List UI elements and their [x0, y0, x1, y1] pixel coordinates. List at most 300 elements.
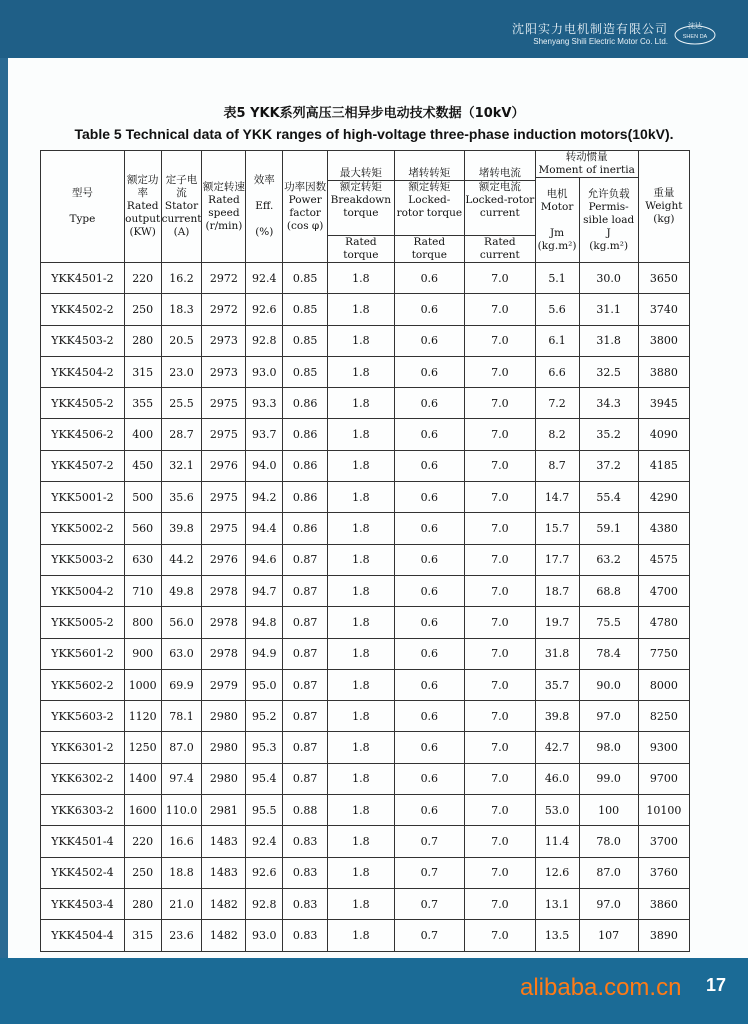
value-cell: 0.6 [394, 669, 465, 700]
value-cell: 0.7 [394, 826, 465, 857]
model-cell: YKK6303-2 [41, 795, 125, 826]
logo-chars: 沈达 [688, 22, 702, 30]
value-cell: 0.85 [283, 263, 328, 294]
table-row [41, 638, 690, 669]
value-cell: 4700 [638, 575, 689, 606]
model-cell: YKK4503-2 [41, 325, 125, 356]
value-cell: 0.85 [283, 356, 328, 387]
value-cell: 107 [579, 920, 638, 951]
value-cell: 2981 [202, 795, 246, 826]
value-cell: 75.5 [579, 607, 638, 638]
value-cell: 63.0 [161, 638, 202, 669]
value-cell: 0.6 [394, 795, 465, 826]
value-cell: 0.6 [394, 763, 465, 794]
header-efficiency: 效率 Eff. (%) [246, 151, 283, 263]
value-cell: 93.7 [246, 419, 283, 450]
table-body [41, 263, 690, 952]
value-cell: 500 [124, 482, 161, 513]
company-name-en: Shenyang Shili Electric Motor Co. Ltd. [533, 37, 668, 46]
model-cell: YKK5001-2 [41, 482, 125, 513]
value-cell: 93.0 [246, 920, 283, 951]
value-cell: 94.0 [246, 450, 283, 481]
value-cell: 56.0 [161, 607, 202, 638]
table-row [41, 669, 690, 700]
value-cell: 1250 [124, 732, 161, 763]
model-cell: YKK4506-2 [41, 419, 125, 450]
value-cell: 42.7 [535, 732, 579, 763]
value-cell: 3760 [638, 857, 689, 888]
value-cell: 1400 [124, 763, 161, 794]
value-cell: 13.1 [535, 888, 579, 919]
value-cell: 7.0 [465, 325, 536, 356]
value-cell: 4575 [638, 544, 689, 575]
value-cell: 35.2 [579, 419, 638, 450]
value-cell: 2976 [202, 450, 246, 481]
model-cell: YKK5602-2 [41, 669, 125, 700]
value-cell: 68.8 [579, 575, 638, 606]
value-cell: 2978 [202, 575, 246, 606]
value-cell: 0.6 [394, 638, 465, 669]
value-cell: 13.5 [535, 920, 579, 951]
value-cell: 92.6 [246, 857, 283, 888]
value-cell: 0.6 [394, 732, 465, 763]
value-cell: 5.6 [535, 294, 579, 325]
value-cell: 280 [124, 888, 161, 919]
value-cell: 34.3 [579, 388, 638, 419]
value-cell: 0.6 [394, 701, 465, 732]
value-cell: 315 [124, 920, 161, 951]
value-cell: 99.0 [579, 763, 638, 794]
value-cell: 0.85 [283, 325, 328, 356]
value-cell: 15.7 [535, 513, 579, 544]
value-cell: 100 [579, 795, 638, 826]
value-cell: 78.1 [161, 701, 202, 732]
value-cell: 1600 [124, 795, 161, 826]
value-cell: 0.85 [283, 294, 328, 325]
value-cell: 1120 [124, 701, 161, 732]
value-cell: 1.8 [328, 888, 394, 919]
value-cell: 1.8 [328, 575, 394, 606]
value-cell: 560 [124, 513, 161, 544]
value-cell: 63.2 [579, 544, 638, 575]
value-cell: 1483 [202, 826, 246, 857]
value-cell: 0.83 [283, 857, 328, 888]
value-cell: 6.6 [535, 356, 579, 387]
model-cell: YKK4501-4 [41, 826, 125, 857]
value-cell: 19.7 [535, 607, 579, 638]
value-cell: 2972 [202, 294, 246, 325]
model-cell: YKK4507-2 [41, 450, 125, 481]
value-cell: 32.1 [161, 450, 202, 481]
table-row [41, 356, 690, 387]
value-cell: 900 [124, 638, 161, 669]
value-cell: 97.4 [161, 763, 202, 794]
value-cell: 2975 [202, 482, 246, 513]
value-cell: 4185 [638, 450, 689, 481]
value-cell: 2980 [202, 763, 246, 794]
value-cell: 98.0 [579, 732, 638, 763]
value-cell: 0.87 [283, 544, 328, 575]
value-cell: 14.7 [535, 482, 579, 513]
value-cell: 0.6 [394, 575, 465, 606]
value-cell: 0.87 [283, 732, 328, 763]
value-cell: 0.6 [394, 388, 465, 419]
table-row [41, 325, 690, 356]
value-cell: 355 [124, 388, 161, 419]
value-cell: 7.2 [535, 388, 579, 419]
value-cell: 20.5 [161, 325, 202, 356]
value-cell: 69.9 [161, 669, 202, 700]
value-cell: 0.6 [394, 450, 465, 481]
value-cell: 0.6 [394, 263, 465, 294]
value-cell: 3650 [638, 263, 689, 294]
value-cell: 7.0 [465, 575, 536, 606]
model-cell: YKK6302-2 [41, 763, 125, 794]
value-cell: 1.8 [328, 732, 394, 763]
value-cell: 7750 [638, 638, 689, 669]
header-weight: 重量 Weight (kg) [638, 151, 689, 263]
value-cell: 23.6 [161, 920, 202, 951]
value-cell: 1.8 [328, 795, 394, 826]
value-cell: 87.0 [161, 732, 202, 763]
value-cell: 9300 [638, 732, 689, 763]
value-cell: 220 [124, 263, 161, 294]
model-cell: YKK4504-2 [41, 356, 125, 387]
value-cell: 0.6 [394, 356, 465, 387]
value-cell: 0.86 [283, 513, 328, 544]
value-cell: 1.8 [328, 356, 394, 387]
value-cell: 7.0 [465, 356, 536, 387]
table-row [41, 544, 690, 575]
value-cell: 0.6 [394, 325, 465, 356]
value-cell: 7.0 [465, 294, 536, 325]
value-cell: 800 [124, 607, 161, 638]
value-cell: 1482 [202, 888, 246, 919]
value-cell: 7.0 [465, 888, 536, 919]
value-cell: 315 [124, 356, 161, 387]
value-cell: 0.7 [394, 857, 465, 888]
value-cell: 7.0 [465, 263, 536, 294]
model-cell: YKK4502-4 [41, 857, 125, 888]
value-cell: 8000 [638, 669, 689, 700]
value-cell: 7.0 [465, 732, 536, 763]
header-motor-jm: 电机 Motor Jm (kg.m²) [535, 178, 579, 263]
value-cell: 2975 [202, 419, 246, 450]
header-power-factor: 功率因数 Power factor (cos φ) [283, 151, 328, 263]
value-cell: 0.87 [283, 701, 328, 732]
table-row [41, 607, 690, 638]
value-cell: 3880 [638, 356, 689, 387]
model-cell: YKK6301-2 [41, 732, 125, 763]
value-cell: 39.8 [535, 701, 579, 732]
table-row [41, 857, 690, 888]
table-title-en: Table 5 Technical data of YKK ranges of high-voltage three-phase induction motors(10kV). [74, 126, 674, 142]
watermark-text: alibaba.com.cn [520, 974, 682, 1001]
table-row [41, 294, 690, 325]
table-row [41, 763, 690, 794]
value-cell: 1.8 [328, 826, 394, 857]
value-cell: 94.8 [246, 607, 283, 638]
table-row [41, 450, 690, 481]
value-cell: 1.8 [328, 638, 394, 669]
value-cell: 16.6 [161, 826, 202, 857]
value-cell: 0.7 [394, 888, 465, 919]
value-cell: 10100 [638, 795, 689, 826]
value-cell: 250 [124, 857, 161, 888]
value-cell: 1.8 [328, 294, 394, 325]
page-number: 17 [706, 975, 727, 995]
value-cell: 7.0 [465, 607, 536, 638]
value-cell: 94.7 [246, 575, 283, 606]
value-cell: 4290 [638, 482, 689, 513]
value-cell: 7.0 [465, 826, 536, 857]
value-cell: 53.0 [535, 795, 579, 826]
value-cell: 11.4 [535, 826, 579, 857]
value-cell: 2980 [202, 701, 246, 732]
value-cell: 3890 [638, 920, 689, 951]
value-cell: 7.0 [465, 669, 536, 700]
value-cell: 2975 [202, 388, 246, 419]
model-cell: YKK5003-2 [41, 544, 125, 575]
value-cell: 0.87 [283, 607, 328, 638]
value-cell: 0.6 [394, 419, 465, 450]
value-cell: 0.6 [394, 513, 465, 544]
value-cell: 280 [124, 325, 161, 356]
value-cell: 1.8 [328, 669, 394, 700]
value-cell: 2972 [202, 263, 246, 294]
value-cell: 1.8 [328, 450, 394, 481]
model-cell: YKK4505-2 [41, 388, 125, 419]
header-type: 型号 Type [41, 151, 125, 263]
model-cell: YKK5002-2 [41, 513, 125, 544]
value-cell: 3860 [638, 888, 689, 919]
header-permissible-load-j: 允许负载 Permis- sible load J (kg.m²) [579, 178, 638, 263]
value-cell: 4090 [638, 419, 689, 450]
value-cell: 0.83 [283, 920, 328, 951]
model-cell: YKK5603-2 [41, 701, 125, 732]
value-cell: 30.0 [579, 263, 638, 294]
value-cell: 92.8 [246, 888, 283, 919]
technical-data-table [40, 150, 690, 952]
value-cell: 3945 [638, 388, 689, 419]
value-cell: 5.1 [535, 263, 579, 294]
model-cell: YKK4503-4 [41, 888, 125, 919]
value-cell: 87.0 [579, 857, 638, 888]
header-locked-rotor-torque: 堵转转矩 额定转矩 Locked- rotor torque [394, 151, 465, 236]
value-cell: 2975 [202, 513, 246, 544]
value-cell: 31.8 [579, 325, 638, 356]
value-cell: 78.4 [579, 638, 638, 669]
model-cell: YKK4502-2 [41, 294, 125, 325]
value-cell: 7.0 [465, 701, 536, 732]
value-cell: 92.4 [246, 826, 283, 857]
value-cell: 1.8 [328, 325, 394, 356]
value-cell: 2979 [202, 669, 246, 700]
value-cell: 94.4 [246, 513, 283, 544]
header-moment-of-inertia: 转动惯量 Moment of inertia [535, 151, 638, 178]
value-cell: 0.86 [283, 450, 328, 481]
value-cell: 4780 [638, 607, 689, 638]
value-cell: 1.8 [328, 857, 394, 888]
model-cell: YKK4501-2 [41, 263, 125, 294]
value-cell: 46.0 [535, 763, 579, 794]
value-cell: 1.8 [328, 482, 394, 513]
value-cell: 3740 [638, 294, 689, 325]
value-cell: 7.0 [465, 513, 536, 544]
value-cell: 17.7 [535, 544, 579, 575]
value-cell: 0.88 [283, 795, 328, 826]
value-cell: 7.0 [465, 857, 536, 888]
header-stator-current: 定子电流 Stator current (A) [161, 151, 202, 263]
value-cell: 8.2 [535, 419, 579, 450]
logo-text: SHEN DA [682, 34, 708, 40]
value-cell: 18.7 [535, 575, 579, 606]
table-row [41, 575, 690, 606]
value-cell: 0.87 [283, 763, 328, 794]
value-cell: 78.0 [579, 826, 638, 857]
value-cell: 3800 [638, 325, 689, 356]
table-row [41, 513, 690, 544]
value-cell: 9700 [638, 763, 689, 794]
value-cell: 95.4 [246, 763, 283, 794]
table-row [41, 826, 690, 857]
value-cell: 95.0 [246, 669, 283, 700]
value-cell: 32.5 [579, 356, 638, 387]
header-rated-speed: 额定转速 Rated speed (r/min) [202, 151, 246, 263]
value-cell: 110.0 [161, 795, 202, 826]
value-cell: 95.5 [246, 795, 283, 826]
value-cell: 7.0 [465, 638, 536, 669]
value-cell: 16.2 [161, 263, 202, 294]
value-cell: 49.8 [161, 575, 202, 606]
value-cell: 44.2 [161, 544, 202, 575]
value-cell: 1.8 [328, 419, 394, 450]
value-cell: 7.0 [465, 795, 536, 826]
value-cell: 0.86 [283, 388, 328, 419]
value-cell: 0.83 [283, 826, 328, 857]
value-cell: 28.7 [161, 419, 202, 450]
value-cell: 1.8 [328, 263, 394, 294]
table-row [41, 795, 690, 826]
value-cell: 97.0 [579, 701, 638, 732]
value-cell: 2976 [202, 544, 246, 575]
value-cell: 400 [124, 419, 161, 450]
table-row [41, 732, 690, 763]
value-cell: 93.3 [246, 388, 283, 419]
value-cell: 630 [124, 544, 161, 575]
model-cell: YKK5005-2 [41, 607, 125, 638]
value-cell: 95.2 [246, 701, 283, 732]
value-cell: 94.6 [246, 544, 283, 575]
value-cell: 4380 [638, 513, 689, 544]
value-cell: 1482 [202, 920, 246, 951]
value-cell: 1.8 [328, 701, 394, 732]
table-row [41, 482, 690, 513]
value-cell: 2973 [202, 356, 246, 387]
subheader-rated-torque-2: Rated torque [394, 236, 465, 263]
value-cell: 0.6 [394, 544, 465, 575]
value-cell: 0.6 [394, 482, 465, 513]
value-cell: 2978 [202, 638, 246, 669]
value-cell: 55.4 [579, 482, 638, 513]
value-cell: 59.1 [579, 513, 638, 544]
model-cell: YKK5601-2 [41, 638, 125, 669]
header-rated-output: 额定功率 Rated output (KW) [124, 151, 161, 263]
value-cell: 35.6 [161, 482, 202, 513]
model-cell: YKK4504-4 [41, 920, 125, 951]
value-cell: 0.86 [283, 482, 328, 513]
company-name-cn: 沈阳实力电机制造有限公司 [511, 22, 668, 36]
value-cell: 220 [124, 826, 161, 857]
value-cell: 6.1 [535, 325, 579, 356]
value-cell: 1.8 [328, 513, 394, 544]
value-cell: 31.1 [579, 294, 638, 325]
value-cell: 12.6 [535, 857, 579, 888]
value-cell: 93.0 [246, 356, 283, 387]
table-row [41, 263, 690, 294]
value-cell: 1.8 [328, 544, 394, 575]
value-cell: 7.0 [465, 388, 536, 419]
value-cell: 2973 [202, 325, 246, 356]
value-cell: 0.6 [394, 607, 465, 638]
value-cell: 90.0 [579, 669, 638, 700]
value-cell: 2980 [202, 732, 246, 763]
value-cell: 0.83 [283, 888, 328, 919]
value-cell: 8250 [638, 701, 689, 732]
value-cell: 0.87 [283, 669, 328, 700]
value-cell: 92.6 [246, 294, 283, 325]
value-cell: 94.2 [246, 482, 283, 513]
value-cell: 39.8 [161, 513, 202, 544]
value-cell: 1.8 [328, 763, 394, 794]
value-cell: 8.7 [535, 450, 579, 481]
value-cell: 7.0 [465, 450, 536, 481]
value-cell: 3700 [638, 826, 689, 857]
table-row [41, 888, 690, 919]
value-cell: 450 [124, 450, 161, 481]
table-row [41, 920, 690, 951]
value-cell: 1.8 [328, 607, 394, 638]
value-cell: 0.86 [283, 419, 328, 450]
value-cell: 1000 [124, 669, 161, 700]
value-cell: 710 [124, 575, 161, 606]
value-cell: 0.87 [283, 638, 328, 669]
table-row [41, 701, 690, 732]
subheader-rated-current: Rated current [465, 236, 536, 263]
value-cell: 23.0 [161, 356, 202, 387]
value-cell: 7.0 [465, 920, 536, 951]
value-cell: 21.0 [161, 888, 202, 919]
value-cell: 1.8 [328, 388, 394, 419]
value-cell: 0.6 [394, 294, 465, 325]
value-cell: 25.5 [161, 388, 202, 419]
value-cell: 92.4 [246, 263, 283, 294]
table-row [41, 419, 690, 450]
value-cell: 250 [124, 294, 161, 325]
value-cell: 0.87 [283, 575, 328, 606]
company-name [498, 22, 668, 52]
value-cell: 95.3 [246, 732, 283, 763]
value-cell: 7.0 [465, 482, 536, 513]
value-cell: 31.8 [535, 638, 579, 669]
table-row [41, 388, 690, 419]
subheader-rated-torque-1: Rated torque [328, 236, 394, 263]
value-cell: 97.0 [579, 888, 638, 919]
value-cell: 18.8 [161, 857, 202, 888]
company-logo-icon [672, 18, 718, 48]
value-cell: 18.3 [161, 294, 202, 325]
value-cell: 2978 [202, 607, 246, 638]
